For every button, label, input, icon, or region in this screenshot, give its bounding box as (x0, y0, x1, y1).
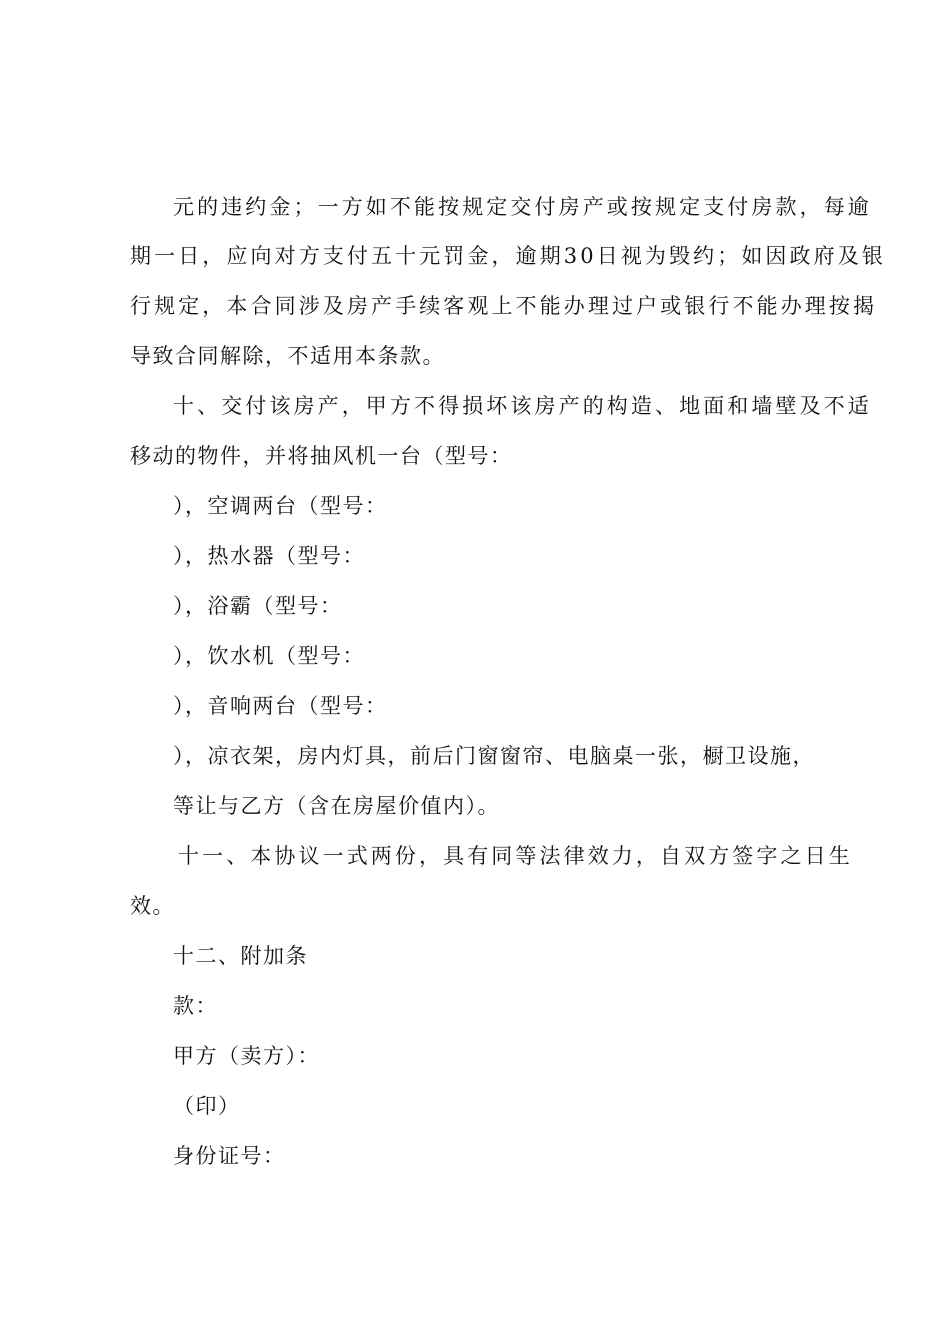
paragraph-line: 行规定，本合同涉及房产手续客观上不能办理过户或银行不能办理按揭 (130, 294, 878, 318)
appliance-line: ），凉衣架，房内灯具，前后门窗窗帘、电脑桌一张，橱卫设施， (173, 744, 815, 768)
appliance-line: ），浴霸（型号： (173, 594, 343, 618)
clause-12-label: 款： (173, 994, 218, 1018)
clause-10-line: 十、交付该房产，甲方不得损坏该房产的构造、地面和墙壁及不适 (173, 394, 872, 418)
party-a-label: 甲方（卖方）： (173, 1044, 320, 1068)
appliance-line: ），热水器（型号： (173, 544, 365, 568)
paragraph-line: 元的违约金；一方如不能按规定交付房产或按规定支付房款，每逾 (173, 195, 872, 219)
paragraph-line: 期一日，应向对方支付五十元罚金，逾期30日视为毁约；如因政府及银 (130, 244, 886, 268)
clause-11-line: 效。 (130, 894, 175, 918)
clause-11-line: 十一、本协议一式两份，具有同等法律效力，自双方签字之日生 (178, 844, 853, 868)
appliance-line: ），空调两台（型号： (173, 494, 388, 518)
id-number-label: 身份证号： (173, 1144, 286, 1168)
clause-10-line: 移动的物件，并将抽风机一台（型号： (130, 444, 513, 468)
appliance-line: ），音响两台（型号： (173, 694, 388, 718)
clause-12-heading: 十二、附加条 (173, 944, 308, 968)
appliance-line: 等让与乙方（含在房屋价值内）。 (173, 794, 500, 818)
appliance-line: ），饮水机（型号： (173, 644, 365, 668)
paragraph-line: 导致合同解除，不适用本条款。 (130, 344, 445, 368)
seal-label: （印） (173, 1094, 241, 1118)
